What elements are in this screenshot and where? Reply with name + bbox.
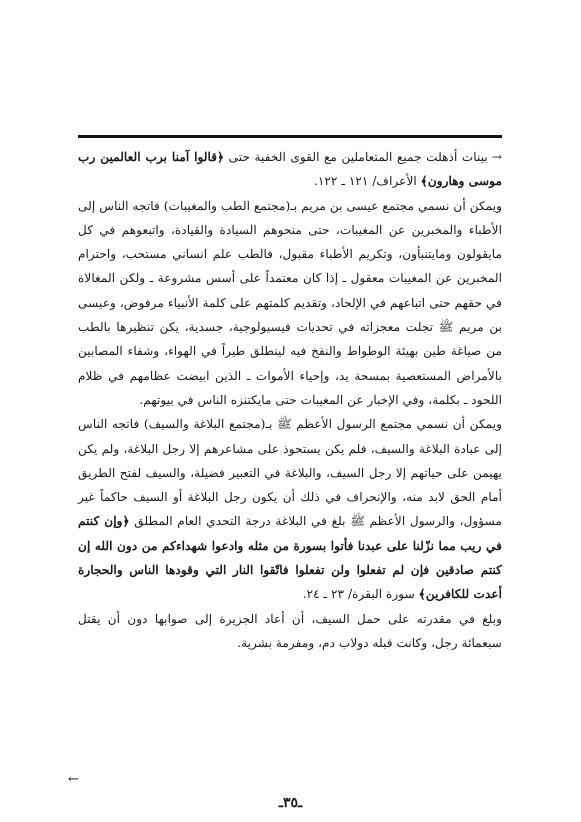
- page-number: ـ٣٥ـ: [278, 795, 303, 811]
- paragraph-4: [78, 607, 502, 656]
- header-rule: [78, 135, 502, 138]
- citation: الأعراف/ ١٢١ ـ ١٢٢.: [313, 174, 421, 189]
- continuation-arrow-icon: →: [491, 150, 502, 164]
- next-page-arrow-icon: ←: [68, 772, 79, 787]
- citation: سورة البقرة/ ٢٣ ـ ٢٤.: [302, 587, 419, 602]
- text-segment: ويمكن أن نسمي مجتمع عيسى بن مريم بـ(مجتمع الطب والمغيبات) فاتجه الناس إلى الأطباء والمخبرين عن المغيبات، حتى منحوهم السيادة والقيادة، واتبعوهم في كل مايقولون ومايتنبأون، وتكريم الأطباء مقبول، فالطب علم انساني مستحب، واحترام المخبرين عن المغيبات معقول ـ إذا كان معتمداً على أسس مشروعة ـ ولكن المغالاة في حقهم حتى اتباعهم في الإلحاد، وتقديم كلمتهم على كلمة الأنبياء مرفوض، وعيسى بن مريم ﷺ تجلت معجزاته في تحديات فيسيولوجية، جسدية، يكن تنظيرها بالطب من صياغة طين بهيئة الوطواط والنفخ فيه لينطلق طيراً في الهواء، وشفاء المصابين بالأمراض المستعصية بمسحة يد، وإحياء الأموات ـ الذين ابيضت عظامهم في ظلام اللحود ـ بكلمة، وفي الإخبار عن المغيبات حتى مايكتنزه الناس في بيوتهم.: [78, 198, 502, 407]
- body-text: [78, 145, 502, 655]
- paragraph-3: [78, 412, 502, 606]
- quran-quote: ﴿قالوا آمنا برب العالمين رب موسى وهارون﴾: [78, 150, 502, 189]
- quran-quote: ﴿وإن كنتم في ريب مما نزّلنا على عبدنا فأتوا بسورة من مثله وادعوا شهداءكم من دون الله إن كنتم صادقين فإن لم تفعلوا ولن تفعلوا فاتّقوا النار التي وقودها الناس والحجارة أعدت للكافرين﴾: [78, 514, 502, 602]
- paragraph-2: [78, 194, 502, 413]
- paragraph-1: [78, 145, 502, 194]
- text-segment: بينات أذهلت جميع المتعاملين مع القوى الخفية حتى: [224, 150, 488, 164]
- text-segment: وبلغ في مقدرته على حمل السيف، أن أعاد الجزيرة إلى صوابها دون أن يقتل سبعمائة رجل، وكانت قبله دولاب دم، ومفرمة بشرية.: [78, 611, 502, 650]
- text-segment: ويمكن أن نسمي مجتمع الرسول الأعظم ﷺ بـ(مجتمع البلاغة والسيف) فاتجه الناس إلى عبادة البلاغة والسيف، فلم يكن يستحوذ على مشاعرهم إلا رجل البلاغة، ولم يكن يهيمن على حياتهم إلا رجل السيف، والبلاغة في التعبير فضيلة، والسيف لفتح الطريق أمام الحق لابد منه، والإنحراف في ذلك أن يكون رجل البلاغة أو السيف حاكماً غير مسؤول، والرسول الأعظم ﷺ بلغ في البلاغة درجة التحدي العام المطلق: [78, 417, 502, 529]
